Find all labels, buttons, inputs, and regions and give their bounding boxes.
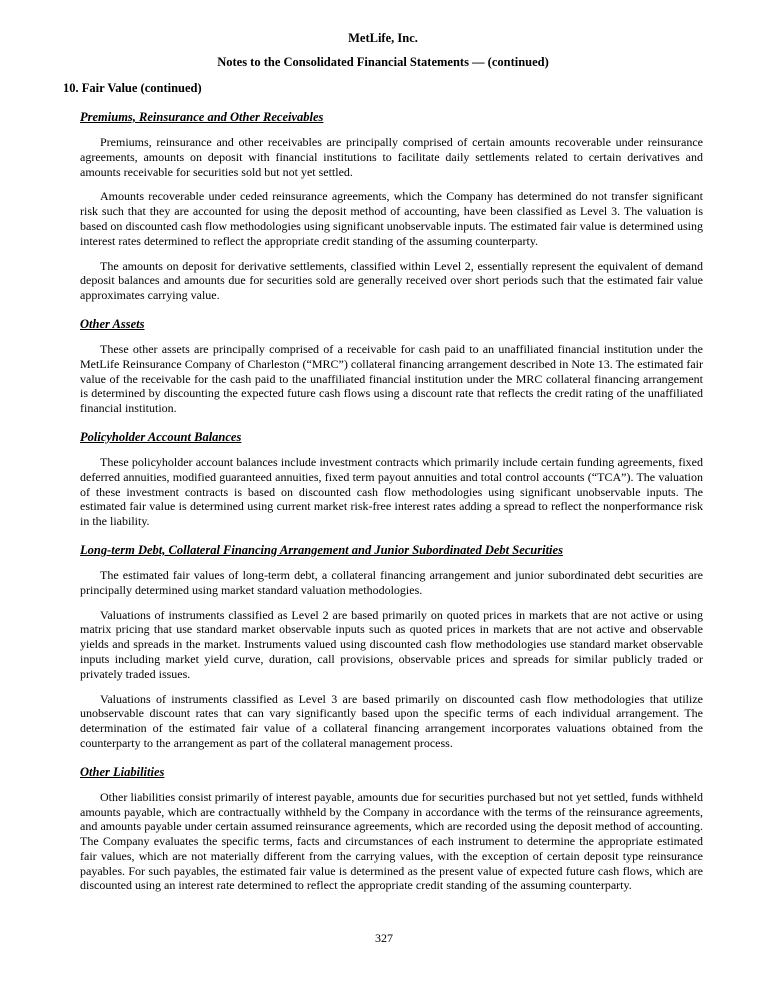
note-section-title: 10. Fair Value (continued) — [63, 81, 202, 95]
paragraph: The amounts on deposit for derivative settlements, classified within Level 2, essentially represent the equivalent of demand deposit balances and amounts due for securities sold are generally received over short periods such that the estimated fair value approximates carrying value. — [80, 258, 703, 303]
paragraph: These other assets are principally comprised of a receivable for cash paid to an unaffiliated financial institution under the MetLife Reinsurance Company of Charleston (“MRC”) collateral financing arrangement described in Note 13. The estimated fair value of the receivable for the cash paid to the unaffiliated financial institution under the MRC collateral financing arrangement is determined by discounting the expected future cash flows using a discount rate that reflects the credit rating of the unaffiliated financial institution. — [80, 341, 703, 416]
note-body — [80, 110, 703, 893]
section-long-term-debt — [80, 543, 703, 751]
paragraph: Valuations of instruments classified as Level 3 are based primarily on discounted cash flow methodologies that utilize unobservable discount rates that can vary significantly based upon the specific terms of each individual arrangement. The determination of the estimated fair value of a collateral financing arrangement incorporates valuations obtained from the counterparty to the arrangement as part of the collateral management process. — [80, 691, 703, 750]
section-policyholder-account-balances — [80, 430, 703, 529]
company-title: MetLife, Inc. — [348, 31, 418, 45]
page-number: 327 — [375, 931, 393, 945]
section-heading: Premiums, Reinsurance and Other Receivables — [80, 110, 324, 124]
paragraph: Valuations of instruments classified as Level 2 are based primarily on quoted prices in markets that are not active or using matrix pricing that use standard market observable inputs such as quoted prices in markets that are not active and observable yields and spreads in the market. Instruments valued using discounted cash flow methodologies use standard market observable inputs including market yield curve, duration, call provisions, observable prices and spreads for similar publicly traded or privately traded issues. — [80, 607, 703, 681]
paragraph: These policyholder account balances include investment contracts which primarily include certain funding agreements, fixed deferred annuities, modified guaranteed annuities, fixed term payout annuities and total control accounts (“TCA”). The valuation of these investment contracts is based on discounted cash flow methodologies using significant unobservable inputs. The estimated fair value is determined using current market risk-free interest rates adding a spread to reflect the nonperformance risk in the liability. — [80, 454, 703, 529]
page-footer — [0, 929, 768, 947]
document-header — [63, 31, 703, 70]
section-heading: Other Liabilities — [80, 764, 165, 779]
paragraph: Premiums, reinsurance and other receivables are principally comprised of certain amounts recoverable under reinsurance agreements, amounts on deposit with financial institutions to facilitate daily settlements related to certain derivatives and amounts receivable for securities sold but not yet settled. — [80, 135, 703, 179]
paragraph: Other liabilities consist primarily of interest payable, amounts due for securities purchased but not yet settled, funds withheld amounts payable, which are contractually withheld by the Company in accordance with the terms of the reinsurance agreements, and amounts payable under certain assumed reinsurance agreements, which are recorded using the deposit method of accounting. The Company evaluates the specific terms, facts and circumstances of each instrument to determine the appropriate estimated fair values, which are not materially different from the carrying values, with the exception of certain deposit type reinsurance payables. For such payables, the estimated fair value is determined as the present value of expected future cash flows, which are discounted using an interest rate determined to reflect the appropriate credit standing of the assuming counterparty. — [80, 789, 703, 893]
section-heading: Long-term Debt, Collateral Financing Arrangement and Junior Subordinated Debt Securities — [80, 542, 563, 557]
paragraph: Amounts recoverable under ceded reinsurance agreements, which the Company has determined do not transfer significant risk such that they are accounted for using the deposit method of accounting, have been classified as Level 3. The valuation is based on discounted cash flow methodologies using significant unobservable inputs. The estimated fair value is determined using interest rates determined to reflect the appropriate credit standing of the assuming counterparty. — [80, 189, 703, 248]
section-other-liabilities — [80, 765, 703, 894]
section-other-assets — [80, 317, 703, 416]
section-heading: Other Assets — [80, 316, 145, 331]
section-heading: Policyholder Account Balances — [80, 429, 242, 444]
document-title: Notes to the Consolidated Financial Statements — (continued) — [217, 55, 549, 69]
section-premiums-reinsurance-receivables — [80, 110, 703, 303]
paragraph: The estimated fair values of long-term debt, a collateral financing arrangement and junior subordinated debt securities are principally determined using market standard valuation methodologies. — [80, 567, 703, 597]
